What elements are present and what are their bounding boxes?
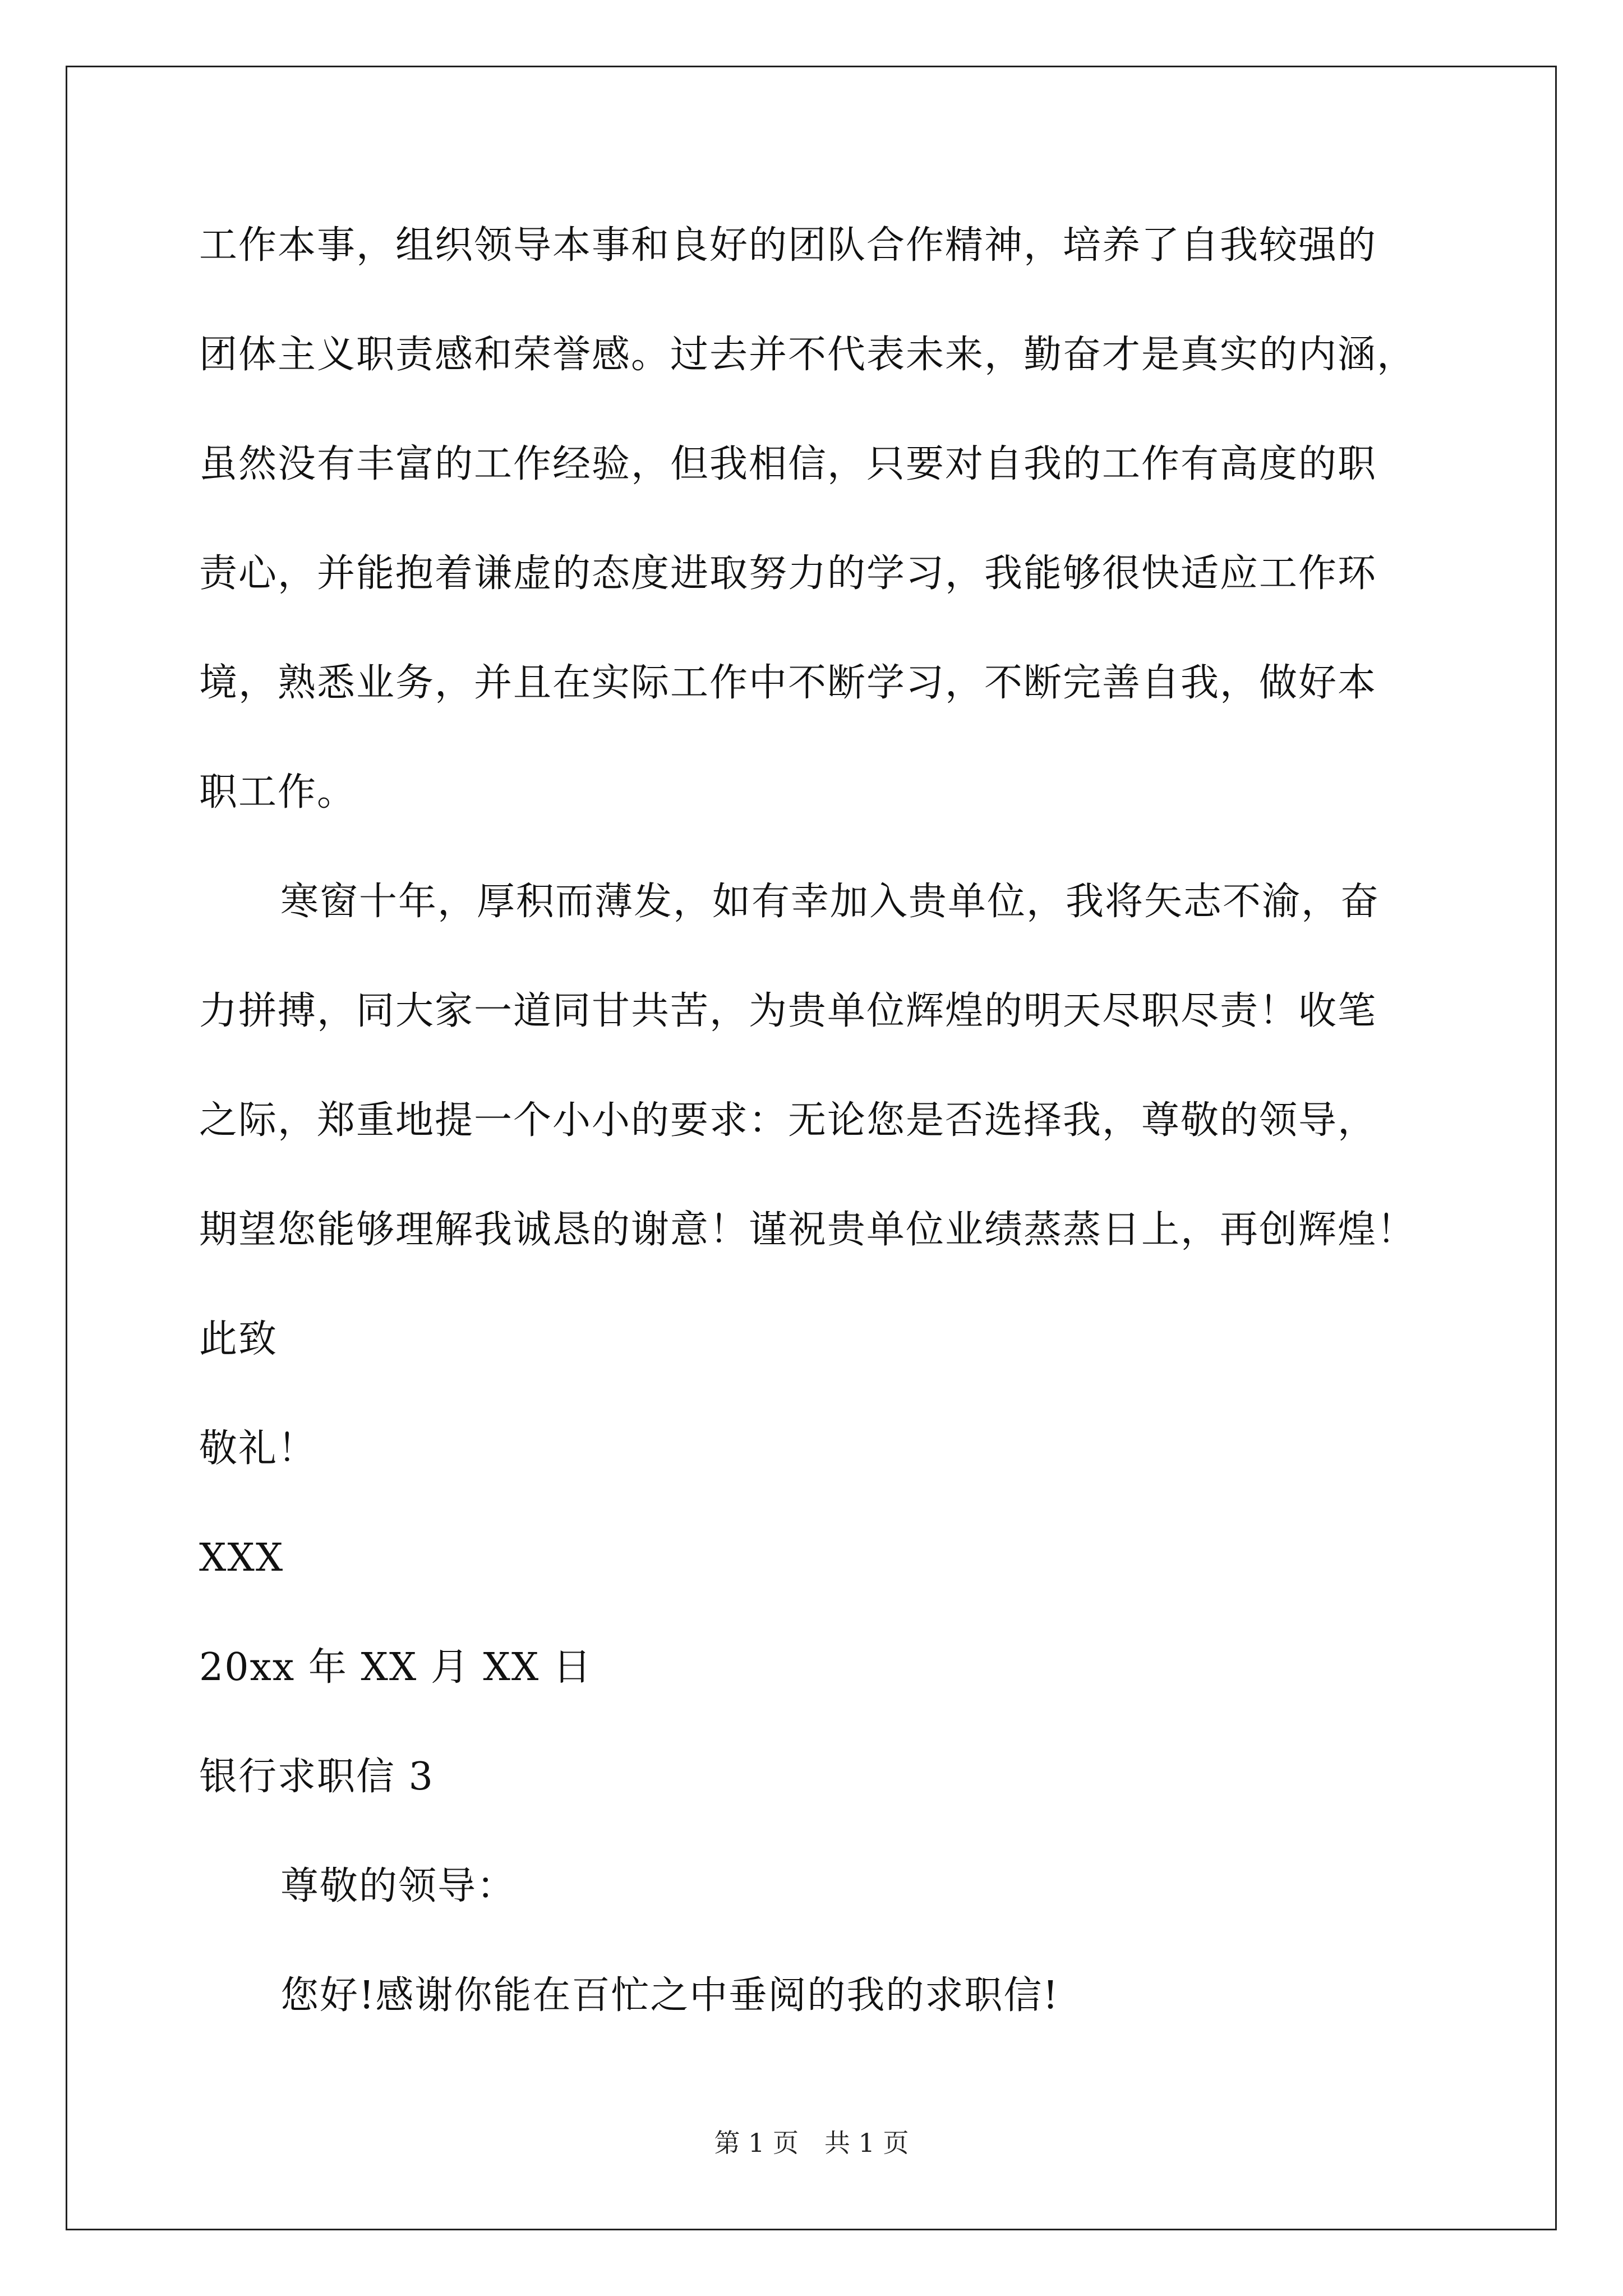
section-title: 银行求职信 3 xyxy=(199,1755,434,1799)
text-line: 境，熟悉业务，并且在实际工作中不断学习，不断完善自我，做好本 xyxy=(199,661,1377,705)
text-line: 职工作。 xyxy=(199,770,357,815)
opening-line: 您好!感谢你能在百忙之中垂阅的我的求职信! xyxy=(280,1973,1059,2018)
closing-text: 此致 xyxy=(199,1317,278,1361)
text-line: 虽然没有丰富的工作经验，但我相信，只要对自我的工作有高度的职 xyxy=(199,442,1377,486)
text-line: 力拼搏，同大家一道同甘共苦，为贵单位辉煌的明天尽职尽责！收笔 xyxy=(199,989,1377,1033)
text-line: 之际，郑重地提一个小小的要求：无论您是否选择我，尊敬的领导， xyxy=(199,1098,1377,1143)
text-line: 期望您能够理解我诚恳的谢意！谨祝贵单位业绩蒸蒸日上，再创辉煌！ xyxy=(199,1208,1417,1252)
text-line: 工作本事，组织领导本事和良好的团队合作精神，培养了自我较强的 xyxy=(199,223,1377,268)
text-line: 寒窗十年，厚积而薄发，如有幸加入贵单位，我将矢志不渝，奋 xyxy=(280,880,1380,924)
signature: XXX xyxy=(199,1536,284,1580)
greeting: 尊敬的领导： xyxy=(280,1864,517,1908)
letter-date: 20xx 年 XX 月 XX 日 xyxy=(199,1645,592,1690)
salutation-text: 敬礼！ xyxy=(199,1427,317,1471)
text-line: 团体主义职责感和荣誉感。过去并不代表未来，勤奋才是真实的内涵， xyxy=(199,333,1417,377)
page-footer: 第 1 页 共 1 页 xyxy=(714,2128,909,2158)
text-line: 责心，并能抱着谦虚的态度进取努力的学习，我能够很快适应工作环 xyxy=(199,551,1377,596)
